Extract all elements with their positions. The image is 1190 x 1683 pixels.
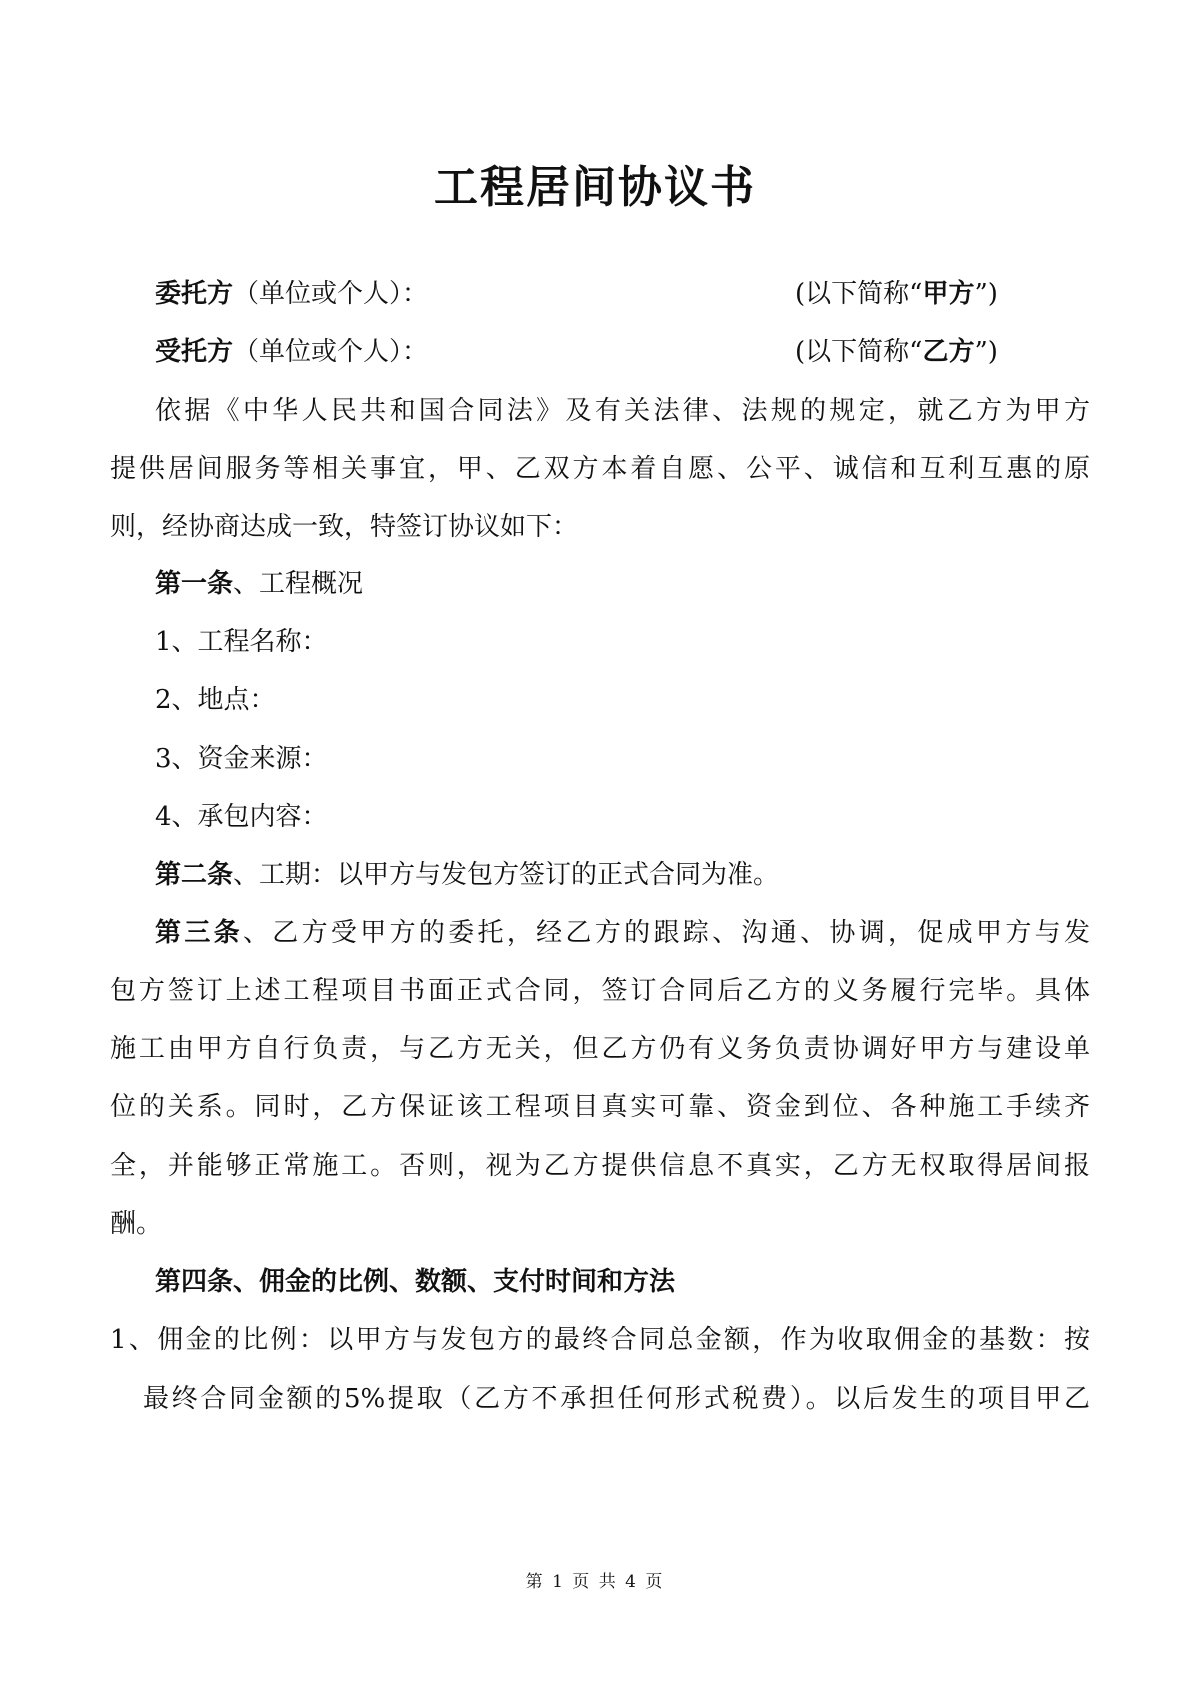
article2-number: 第二条 — [155, 860, 234, 890]
article3-line: 酬。 — [110, 1209, 163, 1239]
entrust-label: 委托方 — [155, 279, 234, 309]
trustee-alias — [795, 334, 998, 370]
preamble-line: 则，经协商达成一致，特签订协议如下： — [110, 512, 579, 542]
article4-line: 1、佣金的比例：以甲方与发包方的最终合同总金额，作为收取佣金的基数：按 — [110, 1325, 1090, 1355]
article3-text: 、乙方受甲方的委托，经乙方的跟踪、沟通、协调，促成甲方与发 — [242, 918, 1090, 948]
trustee-alias-suffix: ”) — [974, 337, 998, 367]
article3-line: 位的关系。同时，乙方保证该工程项目真实可靠、资金到位、各种施工手续齐 — [110, 1092, 1090, 1122]
trustee-alias-name: 乙方 — [922, 337, 975, 367]
preamble-line: 提供居间服务等相关事宜，甲、乙双方本着自愿、公平、诚信和互利互惠的原 — [110, 454, 1090, 484]
article4-line: 最终合同金额的5%提取（乙方不承担任何形式税费）。以后发生的项目甲乙 — [143, 1384, 1090, 1414]
entrust-alias-prefix: (以下简称“ — [795, 279, 923, 309]
preamble-line: 依据《中华人民共和国合同法》及有关法律、法规的规定，就乙方为甲方 — [155, 396, 1090, 426]
article1-number: 第一条 — [155, 569, 234, 599]
article1-title: 、工程概况 — [233, 569, 364, 599]
article3-line — [155, 915, 1090, 951]
article1-heading — [155, 566, 1090, 602]
entrust-alias-suffix: ”) — [974, 279, 998, 309]
article3-line: 全，并能够正常施工。否则，视为乙方提供信息不真实，乙方无权取得居间报 — [110, 1151, 1090, 1181]
trustee-label: 受托方 — [155, 337, 234, 367]
article2-text: 、工期：以甲方与发包方签订的正式合同为准。 — [233, 860, 780, 890]
entrust-alias-name: 甲方 — [922, 279, 975, 309]
entrust-alias — [795, 276, 998, 312]
article3-line: 包方签订上述工程项目书面正式合同，签订合同后乙方的义务履行完毕。具体 — [110, 976, 1090, 1006]
article4-heading: 第四条、佣金的比例、数额、支付时间和方法 — [155, 1267, 676, 1297]
article1-item: 3、资金来源： — [155, 744, 328, 774]
article3-number: 第三条 — [155, 918, 243, 948]
trustee-suffix: （单位或个人）： — [233, 337, 429, 367]
article1-item: 2、地点： — [155, 685, 276, 715]
page-number-footer: 第 1 页 共 4 页 — [525, 1572, 665, 1592]
trustee-alias-prefix: (以下简称“ — [795, 337, 923, 367]
document-title: 工程居间协议书 — [434, 162, 756, 213]
article3-line: 施工由甲方自行负责，与乙方无关，但乙方仍有义务负责协调好甲方与建设单 — [110, 1034, 1090, 1064]
article1-item: 4、承包内容： — [155, 802, 328, 832]
entrust-suffix: （单位或个人）： — [233, 279, 429, 309]
article2-line — [155, 857, 1090, 893]
article1-item: 1、工程名称： — [155, 627, 328, 657]
